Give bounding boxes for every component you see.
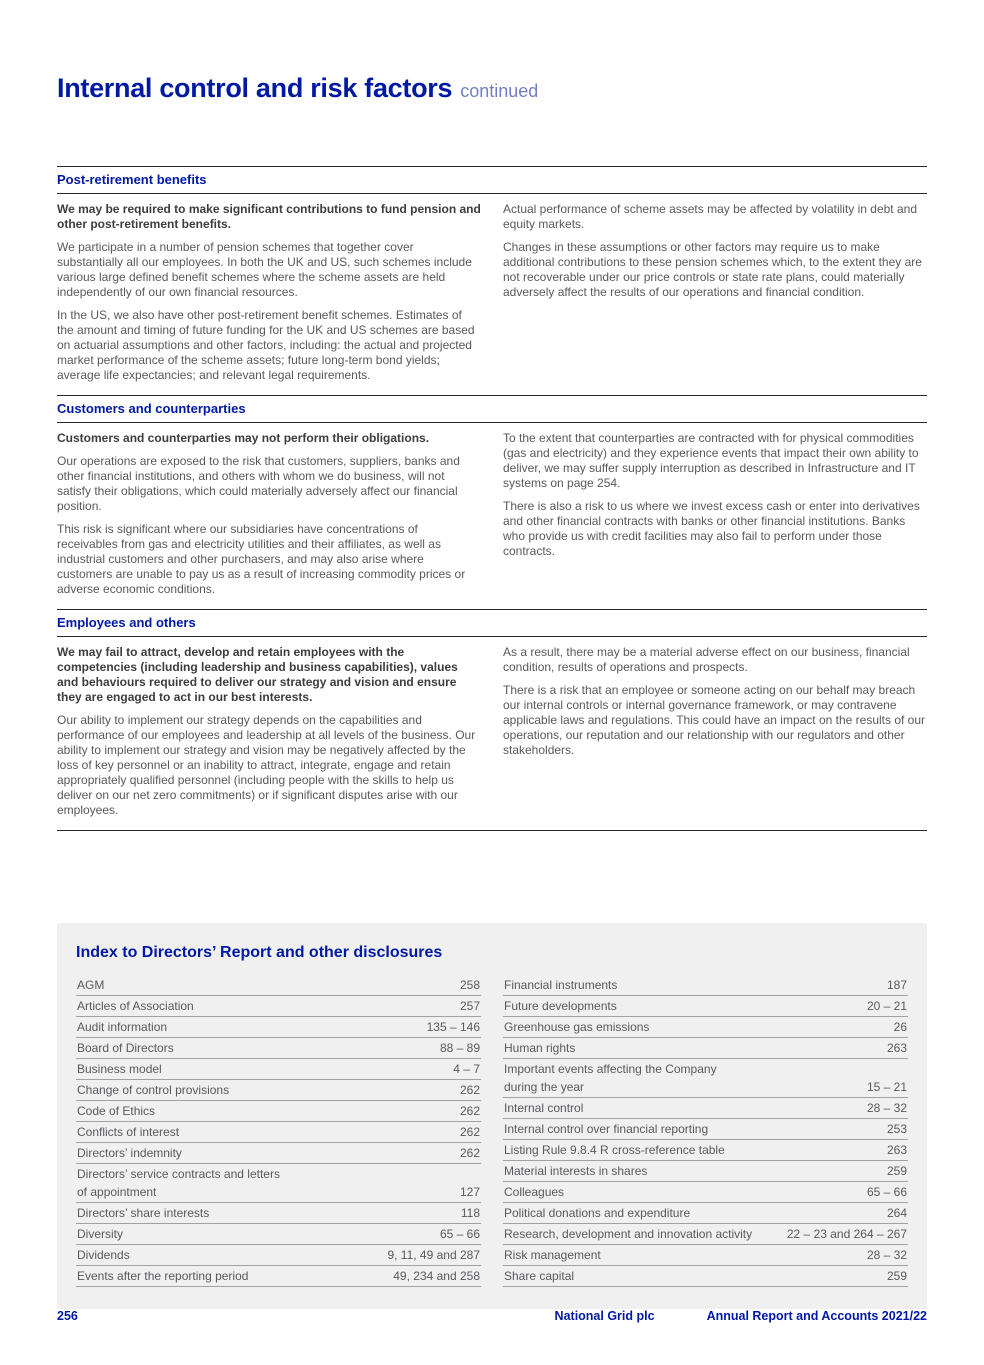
footer-report-title: Annual Report and Accounts 2021/22	[706, 1309, 927, 1324]
index-row	[76, 1164, 481, 1203]
index-label: Dividends	[77, 1248, 130, 1263]
index-label: Material interests in shares	[504, 1164, 648, 1179]
index-page-ref: 263	[886, 1143, 907, 1158]
index-row	[503, 975, 908, 996]
index-page-ref: 135 – 146	[426, 1020, 480, 1035]
paragraph: Our operations are exposed to the risk that customers, suppliers, banks and other financial institutions, and others with whom we do business, will not satisfy their obligations, which could materially adversely affect our financial position.	[57, 454, 460, 514]
index-heading: Index to Directors’ Report and other disclosures	[76, 944, 443, 962]
index-label: Diversity	[77, 1227, 124, 1242]
index-label: Financial instruments	[504, 978, 618, 993]
index-left-column	[76, 975, 481, 1287]
section-customers-and-counterparties	[57, 395, 927, 609]
index-label: Important events affecting the Company	[504, 1062, 717, 1077]
risk-lead-statement: We may fail to attract, develop and retain employees with the competencies (including leadership and business capabilities), values and behaviours required to deliver our strategy and vision and ensure they are engaged to act in our best interests.	[57, 645, 458, 705]
section-heading: Customers and counterparties	[57, 401, 246, 417]
index-page-ref: 258	[459, 978, 480, 993]
index-label: AGM	[77, 978, 105, 993]
index-row	[76, 1059, 481, 1080]
index-row	[503, 1038, 908, 1059]
paragraph: Our ability to implement our strategy depends on the capabilities and performance of our employees and leadership at all levels of the business. Our ability to implement our strategy and vision may be negatively affected by the loss of key personnel or an inability to attract, integrate, engage and retain appropriately qualified personnel (including people with the skills to help us deliver on our net zero commitments) or if significant disputes arise with our employees.	[57, 713, 476, 818]
section-left-column	[57, 202, 481, 383]
index-label-line2: of appointment	[77, 1185, 157, 1200]
page-number: 256	[57, 1309, 78, 1324]
index-page-ref: 118	[460, 1206, 480, 1221]
risk-lead-statement: We may be required to make significant contributions to fund pension and other post-retirement benefits.	[57, 202, 481, 232]
risk-sections	[57, 166, 927, 831]
paragraph: This risk is significant where our subsidiaries have concentrations of receivables from gas and electricity utilities and their affiliates, as well as industrial customers and other purchasers, and may also arise where customers are unable to pay us as a result of increasing commodity prices or adverse economic conditions.	[57, 522, 466, 597]
index-page-ref: 262	[459, 1125, 480, 1140]
index-row	[76, 1038, 481, 1059]
section-employees-and-others	[57, 609, 927, 830]
index-label: Human rights	[504, 1041, 576, 1056]
index-row	[503, 1119, 908, 1140]
index-row	[503, 1266, 908, 1287]
index-label: Change of control provisions	[77, 1083, 230, 1098]
index-row	[76, 1203, 481, 1224]
index-label: Colleagues	[504, 1185, 565, 1200]
index-label: Risk management	[504, 1248, 601, 1263]
index-page-ref: 264	[886, 1206, 907, 1221]
paragraph: In the US, we also have other post-retirement benefit schemes. Estimates of the amount and timing of future funding for the UK and US schemes are based on actuarial assumptions and other factors, including: the actual and projected market performance of the scheme assets; future long-term bond yields; average life expectancies; and relevant legal requirements.	[57, 308, 475, 383]
index-label: Directors’ service contracts and letters	[77, 1167, 280, 1182]
index-row	[76, 1266, 481, 1287]
footer-right	[555, 1309, 927, 1323]
index-row	[503, 1203, 908, 1224]
page-footer	[57, 1309, 927, 1323]
index-label: Internal control	[504, 1101, 584, 1116]
section-left-column	[57, 431, 481, 597]
index-page-ref: 28 – 32	[866, 1248, 907, 1263]
index-row	[76, 1080, 481, 1101]
index-right-column	[503, 975, 908, 1287]
index-row	[76, 996, 481, 1017]
index-label: Audit information	[77, 1020, 168, 1035]
index-page-ref: 257	[459, 999, 480, 1014]
index-page-ref: 263	[886, 1041, 907, 1056]
page-title	[57, 73, 927, 104]
index-page-ref: 259	[886, 1269, 907, 1284]
index-page-ref: 88 – 89	[439, 1041, 480, 1056]
index-label: Board of Directors	[77, 1041, 174, 1056]
section-columns	[57, 194, 927, 395]
index-row	[503, 1182, 908, 1203]
index-page-ref: 20 – 21	[866, 999, 907, 1014]
index-page-ref: 262	[459, 1104, 480, 1119]
index-page-ref: 15 – 21	[866, 1080, 907, 1095]
index-label: Code of Ethics	[77, 1104, 156, 1119]
paragraph: There is also a risk to us where we invest excess cash or enter into derivatives and other financial contracts with banks or other financial institutions. Banks who provide us with credit facilities may also fail to perform under those contracts.	[503, 499, 920, 559]
index-grid	[76, 975, 908, 1287]
page-title-continued: continued	[460, 81, 539, 102]
paragraph: There is a risk that an employee or someone acting on our behalf may breach our internal controls or internal governance framework, or may contravene applicable laws and regulations. This could have an impact on the results of our operations, our reputation and our relationship with our regulators and other stakeholders.	[503, 683, 926, 758]
index-label: Directors’ share interests	[77, 1206, 210, 1221]
index-label: Internal control over financial reporting	[504, 1122, 709, 1137]
index-row	[76, 1224, 481, 1245]
index-row	[76, 975, 481, 996]
index-row	[76, 1245, 481, 1266]
index-label: Future developments	[504, 999, 617, 1014]
paragraph: As a result, there may be a material adverse effect on our business, financial condition, results of operations and prospects.	[503, 645, 910, 675]
index-row	[76, 1017, 481, 1038]
paragraph: Changes in these assumptions or other factors may require us to make additional contributions to these pension schemes which, to the extent they are not recoverable under our price controls or state rate plans, could materially adversely affect the results of our operations and financial condition.	[503, 240, 922, 300]
index-page-ref: 28 – 32	[866, 1101, 907, 1116]
sections-closing-rule	[57, 830, 927, 831]
page-title-text: Internal control and risk factors	[57, 73, 453, 104]
index-page-ref: 259	[886, 1164, 907, 1179]
section-right-column	[503, 431, 927, 597]
index-row	[503, 1245, 908, 1266]
section-right-column	[503, 645, 927, 818]
index-label: Listing Rule 9.8.4 R cross-reference table	[504, 1143, 725, 1158]
index-page-ref: 127	[459, 1185, 480, 1200]
index-row	[76, 1122, 481, 1143]
section-columns	[57, 423, 927, 609]
index-row	[503, 1098, 908, 1119]
section-left-column	[57, 645, 481, 818]
index-page-ref: 9, 11, 49 and 287	[387, 1248, 480, 1263]
index-to-directors-report-box	[57, 923, 927, 1309]
index-row	[503, 1224, 908, 1245]
section-columns	[57, 637, 927, 830]
index-label: Events after the reporting period	[77, 1269, 249, 1284]
index-label: Articles of Association	[77, 999, 194, 1014]
index-row	[503, 1140, 908, 1161]
paragraph: We participate in a number of pension schemes that together cover substantially all our employees. In both the UK and US, such schemes include various large defined benefit schemes where the scheme assets are held independently of our own financial resources.	[57, 240, 472, 300]
index-label: Business model	[77, 1062, 162, 1077]
index-row	[503, 1059, 908, 1098]
index-label-line2: during the year	[504, 1080, 585, 1095]
paragraph: Actual performance of scheme assets may be affected by volatility in debt and equity markets.	[503, 202, 917, 232]
index-label: Greenhouse gas emissions	[504, 1020, 650, 1035]
index-page-ref: 262	[459, 1146, 480, 1161]
index-label: Share capital	[504, 1269, 575, 1284]
index-label: Research, development and innovation activity	[504, 1227, 753, 1242]
index-label: Political donations and expenditure	[504, 1206, 691, 1221]
section-post-retirement-benefits	[57, 166, 927, 395]
index-page-ref: 49, 234 and 258	[393, 1269, 480, 1284]
footer-company: National Grid plc	[554, 1309, 655, 1324]
index-page-ref: 262	[459, 1083, 480, 1098]
section-heading: Post-retirement benefits	[57, 172, 207, 188]
index-page-ref: 26	[893, 1020, 907, 1035]
section-heading: Employees and others	[57, 615, 196, 631]
index-row	[503, 996, 908, 1017]
risk-lead-statement: Customers and counterparties may not perform their obligations.	[57, 431, 430, 446]
index-row	[76, 1143, 481, 1164]
index-page-ref: 187	[886, 978, 907, 993]
index-row	[503, 1161, 908, 1182]
paragraph: To the extent that counterparties are contracted with for physical commodities (gas and electricity) and they experience events that impact their own ability to deliver, we may suffer supply interruption as described in Infrastructure and IT systems on page 254.	[503, 431, 919, 491]
index-page-ref: 4 – 7	[453, 1062, 480, 1077]
index-page-ref: 65 – 66	[866, 1185, 907, 1200]
index-page-ref: 65 – 66	[439, 1227, 480, 1242]
index-row	[503, 1017, 908, 1038]
index-page-ref: 253	[886, 1122, 907, 1137]
section-right-column	[503, 202, 927, 383]
index-label: Conflicts of interest	[77, 1125, 180, 1140]
index-page-ref: 22 – 23 and 264 – 267	[786, 1227, 907, 1242]
index-row	[76, 1101, 481, 1122]
index-label: Directors’ indemnity	[77, 1146, 182, 1161]
